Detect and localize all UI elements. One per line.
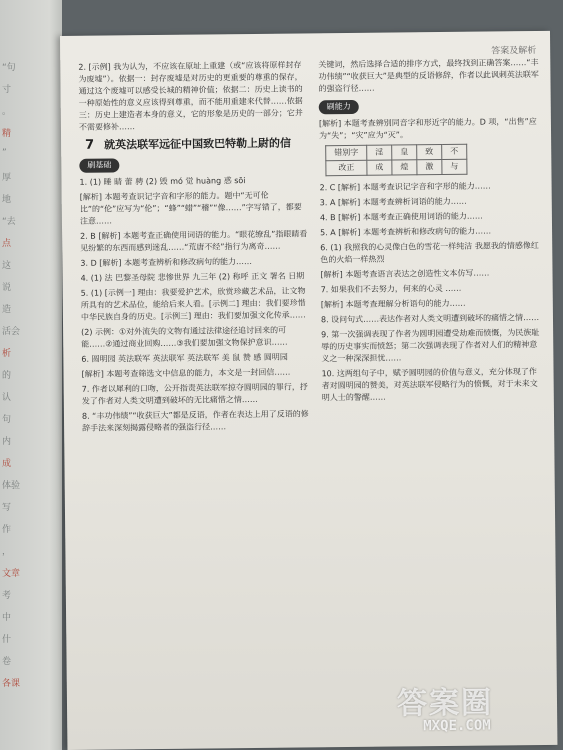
table-cell: 改正: [326, 160, 367, 175]
side-fragment: 说: [2, 283, 12, 293]
item-2-top: 2. [示例] 我为认为，不应该在原址上重建（或“应该将原样封存为废墟”）。依据一：封存废墟是对历史的更重要的尊重的保存，通过这个废墟可以感受长城的精神价值；依据二：历史上读书的一种原始性的意义应该得到尊重，而不能用重建来代替……依据三：历史上建造者本身的意义，它的形象是历史的一部分；它并不需要修补……: [78, 60, 303, 132]
left-items: [79, 174, 310, 434]
basic-label: 刷基础: [79, 158, 119, 172]
side-fragment: 句: [2, 415, 12, 425]
page-header: 答案及解析: [491, 46, 537, 57]
answer-item: 7. 如果我们不去努力，何来的心灵 ……: [320, 283, 462, 295]
answer-item: 4. (1) 法 巴黎圣母院 悲惨世界 九三年 (2) 称呼 正文 署名 日期: [80, 271, 305, 283]
answer-item: 8. “丰功伟绩”“收获巨大”都是反语，作者在表达上用了反语的修辞手法来深刻揭露侵略者的强盗行径……: [81, 409, 309, 433]
answer-item: 3. D [解析] 本题考查辨析和修改病句的能力……: [80, 257, 253, 268]
answer-item: [解析] 本题考查识记字音和字形的能力。题中“无可伦比”的“伦”应写为“伦”；“蜂”“蜡”“稽”“像……”字写错了，都要注意……: [79, 190, 302, 226]
answer-item: 6. 圆明园 英法联军 英法联军 英法联军 美 鼠 赞 感 圆明园: [81, 352, 288, 364]
side-fragment: 活会: [2, 327, 21, 337]
side-fragment: 什: [2, 635, 12, 645]
answer-item: 6. (1) 我照我的心灵像白色的雪花一样纯洁 我愿我的情感像红色的火焰一样热烈: [320, 240, 539, 265]
watermark-logo-text: 答案圈: [396, 685, 494, 722]
table-cell: 不: [442, 144, 467, 159]
watermark: [397, 677, 548, 739]
side-fragment: 寸: [2, 85, 12, 95]
answer-item: 3. A [解析] 本题考查辨析词语的能力……: [319, 196, 467, 208]
table-cell: 激: [417, 160, 442, 175]
answer-item: [解析] 本题考查筛选文中信息的能力，本文是一封回信……: [81, 367, 291, 379]
table-cell: 淫: [367, 145, 392, 160]
side-fragment: 成: [2, 459, 12, 469]
answer-item: 1. (1) 睡 睛 蕾 骋 (2) 毁 mó 觉 huàng 惑 sōi: [79, 176, 246, 187]
right-column: [318, 57, 544, 407]
section-number: 7: [85, 137, 95, 153]
right-items: [320, 180, 544, 404]
table-row: [326, 159, 467, 175]
table-cell: 与: [442, 159, 467, 174]
table-cell: 煌: [392, 160, 417, 175]
side-fragment: 卷: [2, 657, 12, 667]
answer-item: [解析] 本题考查语言表达之创造性文本仿写……: [320, 268, 490, 280]
side-fragment: “去: [2, 217, 16, 227]
side-fragment: 点: [2, 239, 12, 249]
section-title-text: 就英法联军远征中国致巴特勒上尉的信: [103, 136, 292, 152]
table-cell: 皇: [392, 145, 417, 160]
side-fragment: 中: [2, 613, 12, 623]
answer-item: 10. 这两组句子中，赋予圆明园的价值与意义，充分体现了作者对圆明园的赞美，对英法联军侵略行为的愤慨，对于未来文明人士的警醒……: [321, 367, 538, 403]
table-cell: 成: [367, 160, 392, 175]
side-fragment: 地: [2, 195, 12, 205]
side-fragment: 精: [2, 129, 12, 139]
side-fragment: ，: [2, 547, 12, 557]
side-fragment: 考: [2, 591, 12, 601]
right-intro: 关键词，然后选择合适的排序方式，最终找到正确答案……“丰功伟绩”“收获巨大”是典型的反语修辞，作者以此讽刺英法联军的强盗行径……: [318, 57, 539, 94]
answer-item: 9. 第一次强调表现了作者为圆明园遭受劫难而愤慨，为民族耻辱的历史事实而愤怒；第二次强调表现了作者对人们的精神意义之一种深深担忧……: [321, 327, 540, 364]
side-fragment: 析: [2, 349, 12, 359]
correction-table: [325, 144, 467, 176]
side-fragment: 这: [2, 261, 12, 271]
table-cell: 错别字: [326, 145, 367, 160]
side-fragment: 厚: [2, 173, 12, 183]
answer-item: 5. (1) [示例一] 理由：我要爱护艺术，欣赏珍藏艺术品，让文物所具有的艺术品位，能给后来人看。[示例二] 理由：我们要珍惜中华民族自身的历史。[示例三] 理由：我们要加强文化传承……: [80, 286, 306, 322]
side-fragment: 各课: [2, 679, 21, 689]
side-fragment: “句: [2, 63, 16, 73]
table-cell: 致: [417, 145, 442, 160]
side-fragment: 造: [2, 305, 12, 315]
side-fragment: ”: [2, 148, 7, 158]
section-title: [85, 137, 307, 151]
answer-item: 2. C [解析] 本题考查识记字音和字形的能力……: [319, 181, 491, 193]
left-column: [78, 59, 310, 437]
ability-label: 刷能力: [319, 100, 359, 114]
table-caption: [解析] 本题考查辨别同音字和形近字的能力。D 项，“出售”应为“失”；“灾”应为“灭”。: [318, 117, 537, 141]
document-page: [60, 31, 557, 750]
table-row: [326, 144, 467, 160]
answer-item: 5. A [解析] 本题考查辨析和修改病句的能力……: [320, 226, 492, 238]
side-fragment: 认: [2, 393, 12, 403]
side-fragment: 作: [2, 525, 12, 535]
side-fragment: 体验: [2, 481, 21, 491]
side-fragment: 写: [2, 503, 12, 513]
side-fragment: 内: [2, 437, 12, 447]
answer-item: (2) 示例：①对外流失的文物有通过法律途径追讨回来的可能……②通过商业回购……③我们要加强文物保护意识……: [81, 325, 288, 349]
side-fragment: 的: [2, 371, 12, 381]
side-fragment: 文章: [2, 569, 21, 579]
side-fragment: 。: [2, 107, 12, 117]
answer-item: [解析] 本题考查理解分析语句的能力……: [320, 298, 466, 310]
answer-item: 8. 设问句式……表达作者对人类文明遭到破坏的痛惜之情……: [320, 312, 540, 325]
answer-item: 2. B [解析] 本题考查正确使用词语的能力。“眼花缭乱”指眼睛看见纷繁的东西而感到迷乱……“荒唐不经”指行为离奇……: [80, 229, 308, 253]
background-left-page: [0, 0, 62, 750]
watermark-url: MXQE.COM: [423, 717, 491, 735]
answer-item: 7. 作者以犀利的口吻，公开指责英法联军掠夺圆明园的罪行，抒发了作者对人类文明遭到破坏的无比痛惜之情……: [81, 382, 308, 406]
answer-item: 4. B [解析] 本题考查正确使用词语的能力……: [319, 211, 483, 223]
